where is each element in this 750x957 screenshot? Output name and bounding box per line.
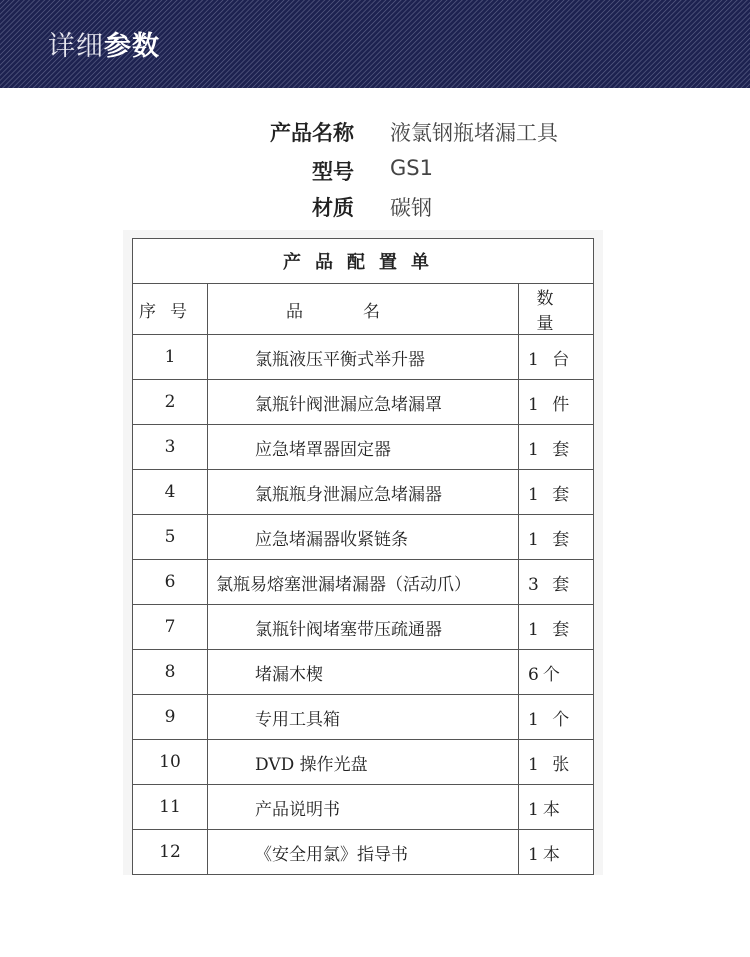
header-qty: 数量	[519, 284, 594, 335]
row-number: 5	[133, 515, 208, 560]
row-number: 7	[133, 605, 208, 650]
header-no: 序号	[133, 284, 208, 335]
spec-value: 碳钢	[390, 196, 432, 220]
row-quantity: 1 套	[519, 605, 594, 650]
table-row	[133, 470, 594, 515]
spec-label: 型号	[312, 160, 354, 184]
row-item-name: 《安全用氯》指导书	[208, 830, 519, 875]
row-item-name: 氯瓶瓶身泄漏应急堵漏器	[208, 470, 519, 515]
table-row	[133, 425, 594, 470]
row-item-name: 专用工具箱	[208, 695, 519, 740]
row-number: 10	[133, 740, 208, 785]
row-quantity: 6个	[519, 650, 594, 695]
section-banner	[0, 0, 750, 88]
row-item-name: 氯瓶针阀堵塞带压疏通器	[208, 605, 519, 650]
row-item-name: 氯瓶易熔塞泄漏堵漏器（活动爪）	[208, 560, 519, 605]
spec-label: 产品名称	[270, 121, 354, 145]
row-quantity: 1 套	[519, 470, 594, 515]
row-item-name: 氯瓶液压平衡式举升器	[208, 335, 519, 380]
spec-value: GS1	[390, 156, 433, 180]
row-number: 3	[133, 425, 208, 470]
spec-label: 材质	[312, 196, 354, 220]
row-item-name: 堵漏木楔	[208, 650, 519, 695]
table-row	[133, 830, 594, 875]
row-number: 1	[133, 335, 208, 380]
row-quantity: 1 套	[519, 425, 594, 470]
row-item-name: 产品说明书	[208, 785, 519, 830]
row-quantity: 1本	[519, 830, 594, 875]
row-number: 6	[133, 560, 208, 605]
table-row	[133, 335, 594, 380]
table-row	[133, 650, 594, 695]
row-item-name: 应急堵漏器收紧链条	[208, 515, 519, 560]
table-row	[133, 560, 594, 605]
row-quantity: 3 套	[519, 560, 594, 605]
row-quantity: 1 件	[519, 380, 594, 425]
row-quantity: 1 套	[519, 515, 594, 560]
table-title: 产品配置单	[133, 239, 594, 284]
config-table	[132, 238, 594, 875]
table-row	[133, 695, 594, 740]
spec-value: 液氯钢瓶堵漏工具	[390, 121, 558, 145]
section-title	[48, 24, 160, 63]
header-name: 品名	[208, 284, 519, 335]
row-number: 12	[133, 830, 208, 875]
table-row	[133, 380, 594, 425]
table-row	[133, 515, 594, 560]
table-row	[133, 785, 594, 830]
row-quantity: 1 张	[519, 740, 594, 785]
row-number: 2	[133, 380, 208, 425]
row-item-name: DVD 操作光盘	[208, 740, 519, 785]
title-bold: 参数	[104, 31, 160, 62]
row-number: 8	[133, 650, 208, 695]
table-row	[133, 740, 594, 785]
row-number: 11	[133, 785, 208, 830]
row-quantity: 1 个	[519, 695, 594, 740]
title-light: 详细	[48, 31, 104, 62]
row-item-name: 应急堵罩器固定器	[208, 425, 519, 470]
row-quantity: 1 台	[519, 335, 594, 380]
table-row	[133, 605, 594, 650]
row-number: 9	[133, 695, 208, 740]
row-item-name: 氯瓶针阀泄漏应急堵漏罩	[208, 380, 519, 425]
row-number: 4	[133, 470, 208, 515]
row-quantity: 1本	[519, 785, 594, 830]
